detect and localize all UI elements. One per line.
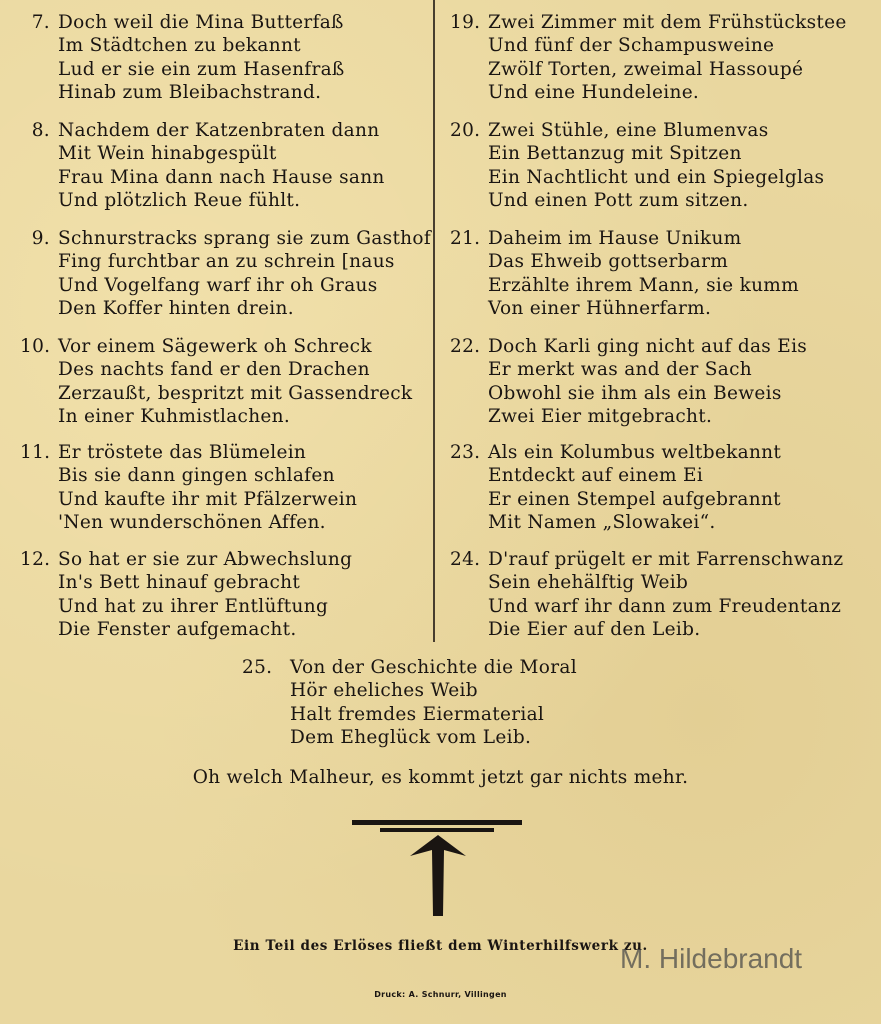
stanza-number: 12. <box>20 549 51 570</box>
stanza-line: Die Fenster aufgemacht. <box>58 618 297 640</box>
stanza-line: Die Eier auf den Leib. <box>488 618 701 640</box>
stanza-line: Und hat zu ihrer Entlüftung <box>58 595 329 617</box>
stanza-line: Halt fremdes Eiermaterial <box>290 703 545 725</box>
stanza-line: Vor einem Sägewerk oh Schreck <box>58 336 372 357</box>
stanza-line: Ein Bettanzug mit Spitzen <box>488 143 742 165</box>
stanza-number: 10. <box>20 336 51 357</box>
stanza-line: Und plötzlich Reue fühlt. <box>58 189 301 211</box>
stanza-line: Dem Eheglück vom Leib. <box>290 726 532 748</box>
stanza-line: Ein Nachtlicht und ein Spiegelglas <box>488 166 825 188</box>
stanza-line: Obwohl sie ihm als ein Beweis <box>488 382 782 404</box>
stanza-line: Als ein Kolumbus weltbekannt <box>488 442 782 463</box>
watermark: M. Hildebrandt <box>620 943 803 974</box>
stanza-line: Sein ehehälftig Weib <box>488 572 689 594</box>
stanza-line: Daheim im Hause Unikum <box>488 228 742 249</box>
stanza-line: Zwei Eier mitgebracht. <box>488 405 713 427</box>
stanza-number: 25. <box>242 657 273 678</box>
stanza-line: Hinab zum Bleibachstrand. <box>58 81 322 103</box>
stanza-line: In's Bett hinauf gebracht <box>58 572 301 594</box>
stanza-line: Und kaufte ihr mit Pfälzerwein <box>58 488 358 510</box>
stanza-line: Zwölf Torten, zweimal Hassoupé <box>488 58 804 80</box>
stanza-line: Und warf ihr dann zum Freudentanz <box>488 595 842 617</box>
stanza-line: 'Nen wunderschönen Affen. <box>58 511 326 533</box>
stanza-line: Und Vogelfang warf ihr oh Graus <box>58 274 378 296</box>
printer-credit: Druck: A. Schnurr, Villingen <box>374 990 507 999</box>
stanza-line: Zwei Zimmer mit dem Frühstückstee <box>488 12 847 33</box>
closing-line: Oh welch Malheur, es kommt jetzt gar nichts mehr. <box>192 767 689 788</box>
stanza-line: Er tröstete das Blümelein <box>58 442 307 463</box>
stanza-line: Doch weil die Mina Butterfaß <box>58 12 344 33</box>
stanza-line: Zerzaußt, bespritzt mit Gassendreck <box>58 382 413 404</box>
stanza-line: Er merkt was and der Sach <box>488 359 752 381</box>
stanza-line: Bis sie dann gingen schlafen <box>58 465 335 487</box>
stanza-line: Und einen Pott zum sitzen. <box>488 189 749 211</box>
column-divider <box>433 0 435 642</box>
stanza-line: Den Koffer hinten drein. <box>58 297 294 319</box>
stanza-line: Das Ehweib gottserbarm <box>488 251 729 273</box>
stanza-number: 21. <box>450 228 481 249</box>
stanza-line: Mit Namen „Slowakei“. <box>488 511 716 533</box>
stanza-number: 11. <box>20 442 51 463</box>
stanza-line: Mit Wein hinabgespült <box>58 143 277 165</box>
stanza-number: 7. <box>31 12 50 33</box>
stanza-number: 24. <box>450 549 481 570</box>
stanza-number: 9. <box>31 228 50 249</box>
stanza-line: Doch Karli ging nicht auf das Eis <box>488 336 808 357</box>
stanza-line: D'rauf prügelt er mit Farrenschwanz <box>488 549 844 570</box>
stanza-number: 19. <box>450 12 481 33</box>
stanza-line: Von einer Hühnerfarm. <box>488 297 712 319</box>
stanza-line: Und fünf der Schampusweine <box>488 35 775 57</box>
stanza-line: Schnurstracks sprang sie zum Gasthof <box>58 228 431 249</box>
stanza-line: Fing furchtbar an zu schrein [naus <box>58 251 395 273</box>
stanza-line: Er einen Stempel aufgebrannt <box>488 488 781 510</box>
stanza-line: Entdeckt auf einem Ei <box>488 465 704 487</box>
stanza-line: Von der Geschichte die Moral <box>290 657 577 678</box>
stanza-line: Hör eheliches Weib <box>290 680 478 702</box>
stanza-line: So hat er sie zur Abwechslung <box>58 549 353 570</box>
stanza-line: Nachdem der Katzenbraten dann <box>58 120 380 141</box>
stanza-line: Erzählte ihrem Mann, sie kumm <box>488 274 799 296</box>
stanza-line: Und eine Hundeleine. <box>488 81 700 103</box>
stanza-line: Im Städtchen zu bekannt <box>58 35 301 57</box>
stanza-line: Lud er sie ein zum Hasenfraß <box>58 58 345 80</box>
stanza-number: 20. <box>450 120 481 141</box>
stanza-number: 22. <box>450 336 481 357</box>
footer-note: Ein Teil des Erlöses fließt dem Winterhilfswerk zu. <box>233 938 648 954</box>
stanza-line: In einer Kuhmistlachen. <box>58 405 291 427</box>
stanza-line: Frau Mina dann nach Hause sann <box>58 166 385 188</box>
tyr-rune-emblem-icon <box>352 820 524 920</box>
stanza-number: 23. <box>450 442 481 463</box>
stanza-line: Des nachts fand er den Drachen <box>58 359 370 381</box>
stanza-line: Zwei Stühle, eine Blumenvas <box>488 120 769 141</box>
stanza-number: 8. <box>31 120 50 141</box>
